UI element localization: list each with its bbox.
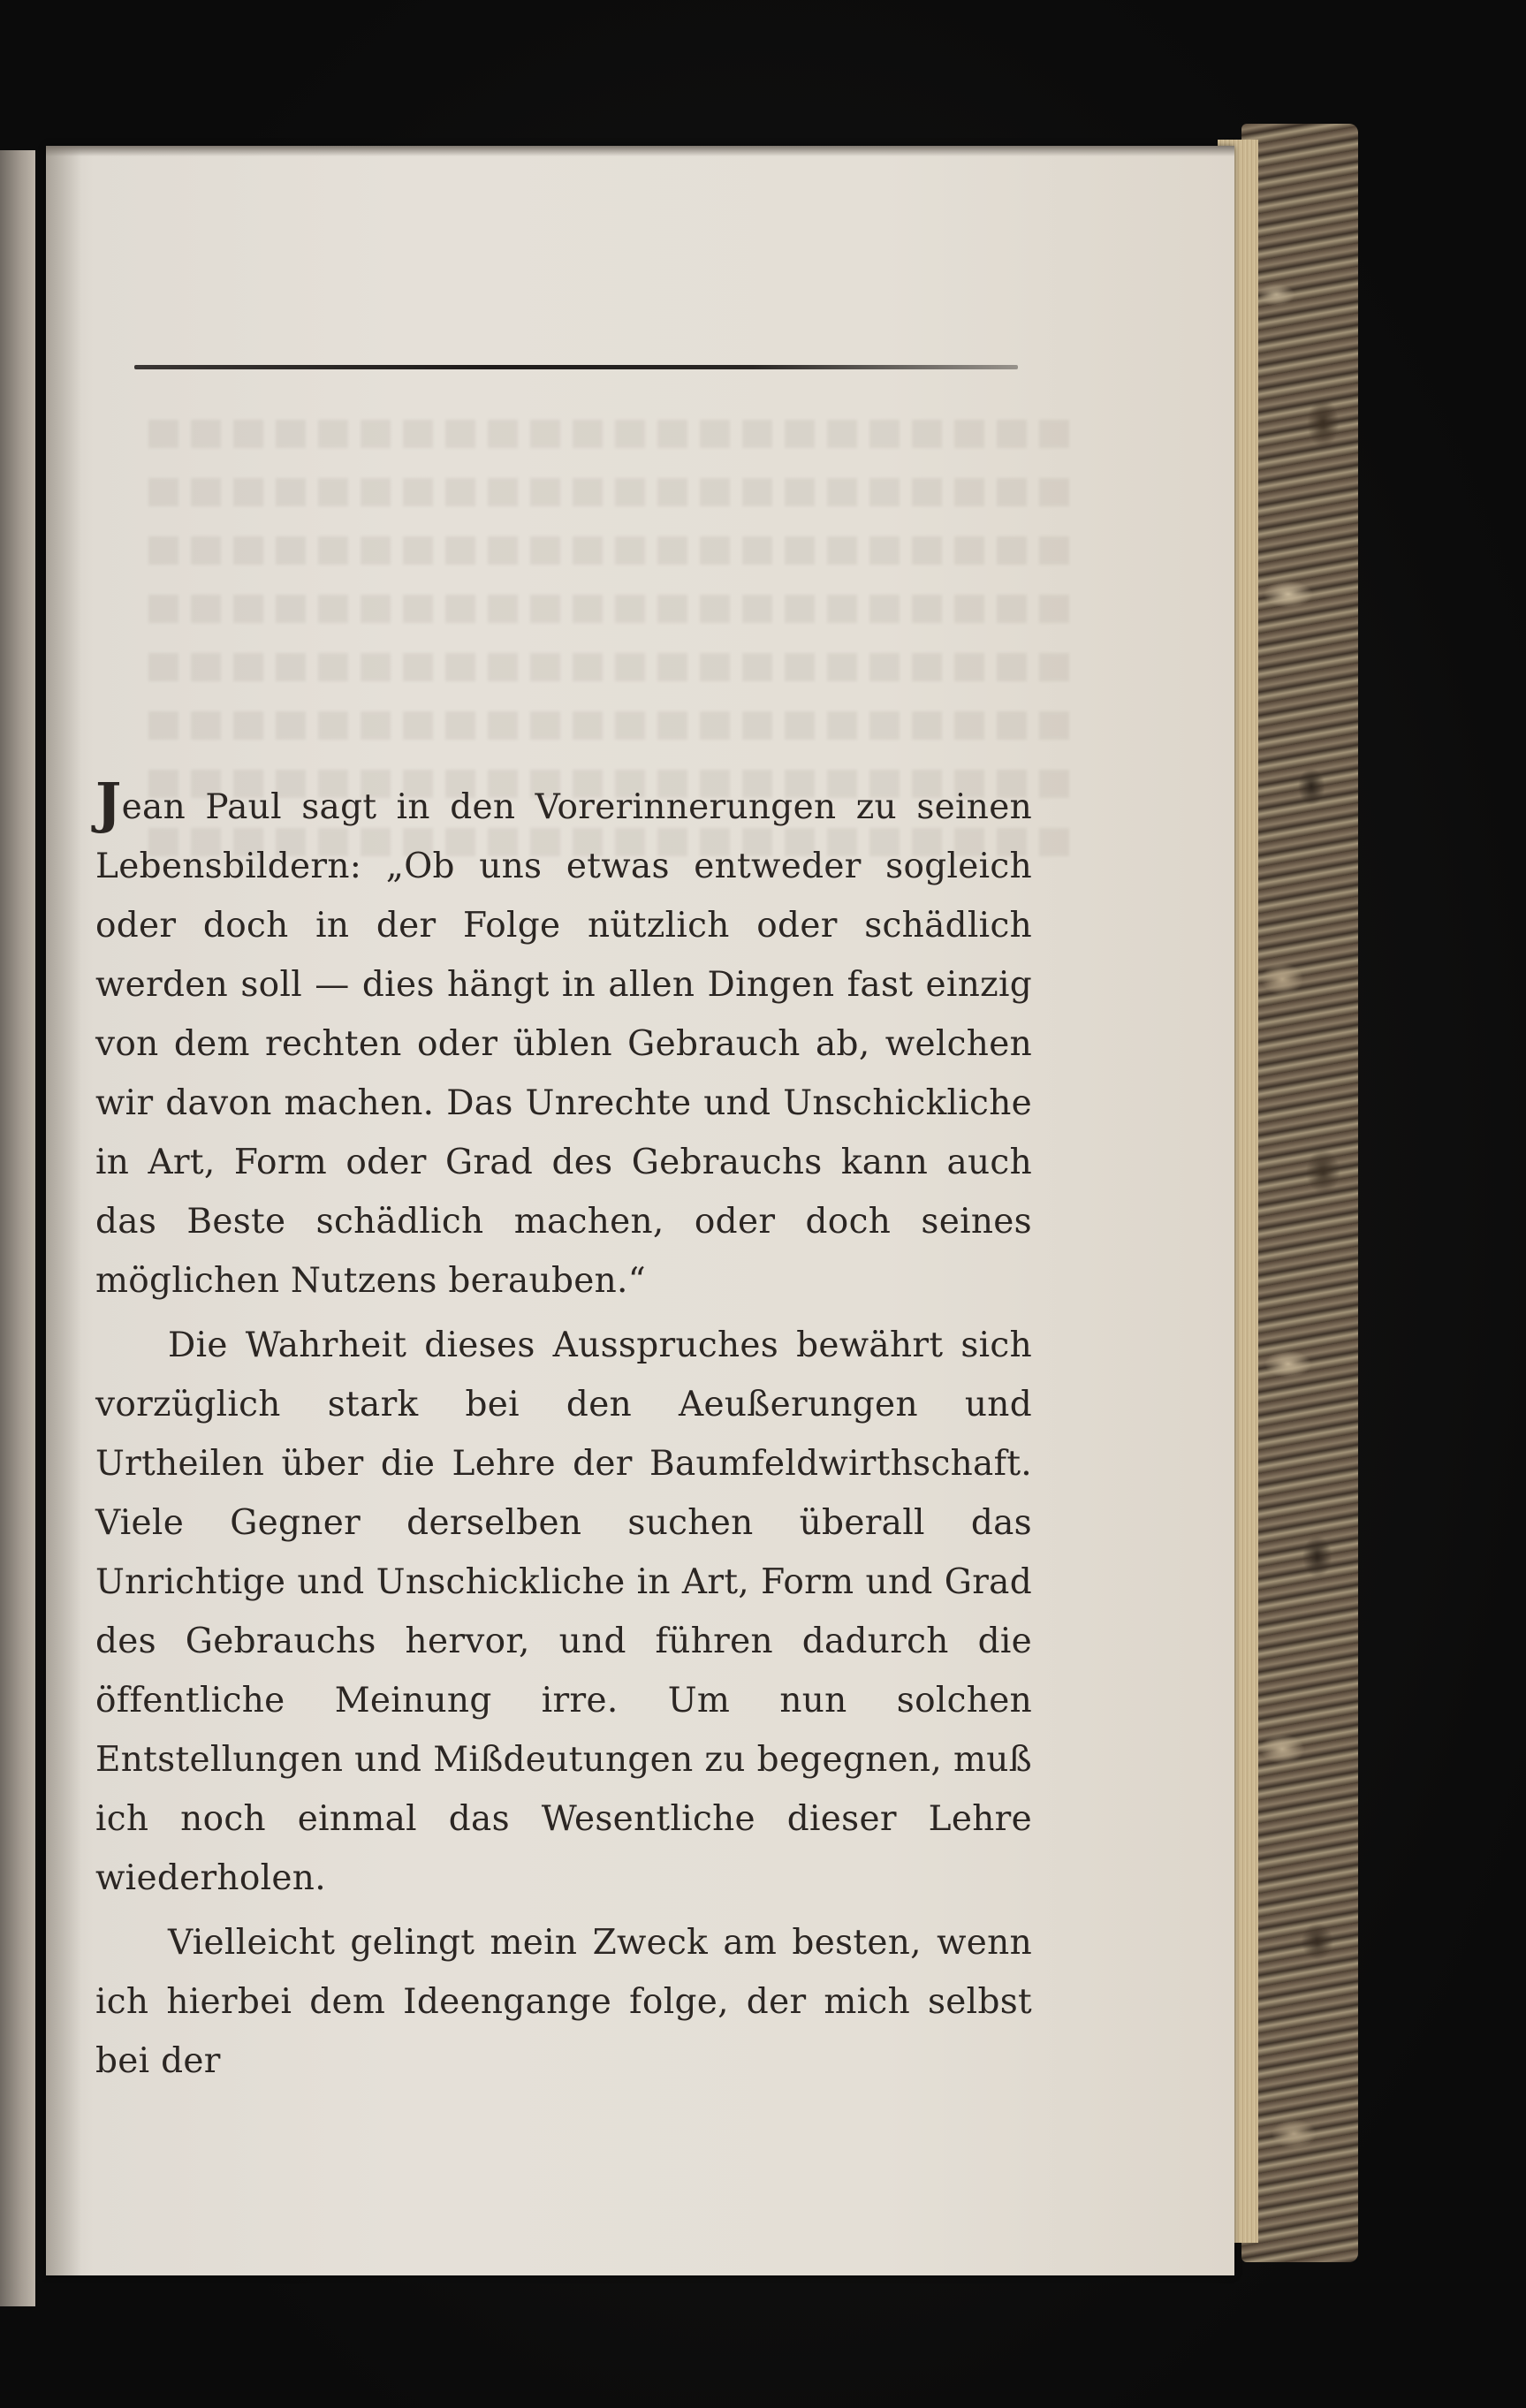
header-rule: [134, 365, 1018, 369]
body-text: [95, 771, 1032, 2096]
bleed-line: [141, 711, 1069, 740]
paragraph-2: Die Wahrheit dieses Ausspruches bewährt sich vorzüglich stark bei den Aeußerungen und Urtheilen über die Lehre der Baumfeldwirthschaft. Viele Gegner derselben suchen überall das Unrichtige und Unschickliche in Art, Form und Grad des Gebrauchs hervor, und führen dadurch die öffentliche Meinung irre. Um nun solchen Entstellungen und Mißdeutungen zu begegnen, muß ich noch einmal das Wesentliche dieser Lehre wiederholen.: [95, 1326, 1032, 1898]
bleed-line: [141, 536, 1069, 565]
paragraph-1: [95, 771, 1032, 1310]
bleed-line: [141, 595, 1069, 623]
bleed-line: [141, 653, 1069, 681]
gutter-shadow: [46, 146, 81, 2275]
initial-letter: J: [95, 771, 122, 835]
bleed-line: [141, 478, 1069, 506]
facing-page-edge: [0, 150, 35, 2306]
marbled-cover: [1241, 124, 1358, 2262]
bleed-line: [141, 420, 1069, 448]
paragraph-3: Vielleicht gelingt mein Zweck am besten, wenn ich hierbei dem Ideengange folge, der mich selbst bei der: [95, 1923, 1032, 2081]
paragraph-1-text: ean Paul sagt in den Vorerinnerungen zu seinen Lebensbildern: „Ob uns etwas entweder sogleich oder doch in der Folge nützlich oder schädlich werden soll — dies hängt in allen Dingen fast einzig von dem rechten oder üblen Gebrauch ab, welchen wir davon machen. Das Unrechte und Unschickliche in Art, Form oder Grad des Gebrauchs kann auch das Beste schädlich machen, oder doch seines möglichen Nutzens berauben.“: [95, 787, 1032, 1301]
